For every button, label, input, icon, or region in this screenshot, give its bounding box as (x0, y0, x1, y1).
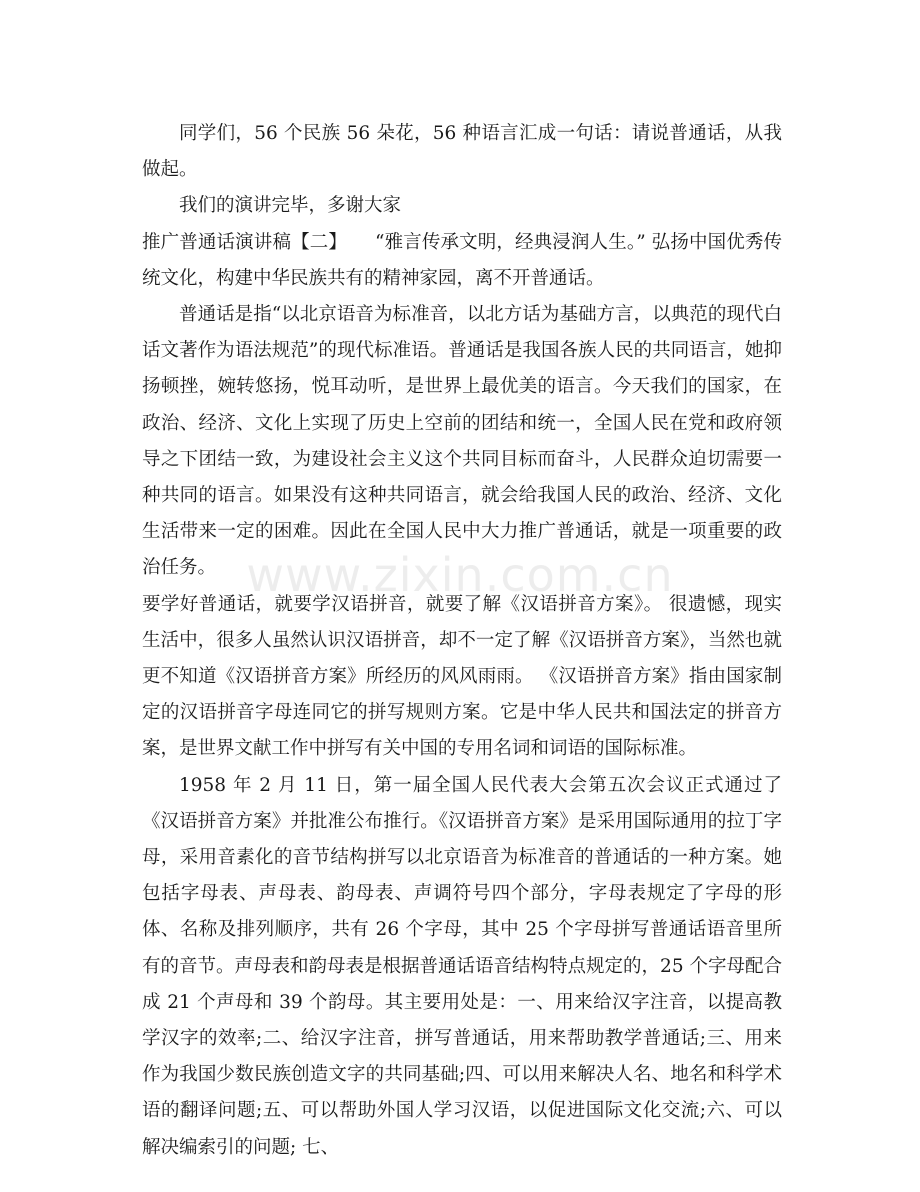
paragraph-3: 推广普通话演讲稿【二】 “雅言传承文明，经典浸润人生。” 弘扬中国优秀传统文化，构建中华民族共有的精神家园，离不开普通话。 (142, 231, 782, 289)
document-body (142, 116, 782, 1166)
paragraph-6: 1958 年 2 月 11 日，第一届全国人民代表大会第五次会议正式通过了《汉语拼音方案》并批准公布推行。《汉语拼音方案》是采用国际通用的拉丁字母，采用音素化的音节结构拼写以北京语音为标准音的普通话的一种方案。她包括字母表、声母表、韵母表、声调符号四个部分，字母表规定了字母的形体、名称及排列顺序，共有 26 个字母，其中 25 个字母拼写普通话语音里所有的音节。声母表和韵母表是根据普通话语音结构特点规定的，25 个字母配合成 21 个声母和 39 个韵母。其主要用处是：一、用来给汉字注音，以提高教学汉字的效率;二、给汉字注音，拼写普通话，用来帮助教学普通话;三、用来作为我国少数民族创造文字的共同基础;四、可以用来解决人名、地名和科学术语的翻译问题;五、可以帮助外国人学习汉语，以促进国际文化交流;六、可以解决编索引的问题; 七、 (142, 774, 782, 1158)
watermark: www.zixin.com.cn (246, 548, 674, 602)
paragraph-1: 同学们，56 个民族 56 朵花，56 种语言汇成一句话：请说普通话，从我做起。 (142, 123, 782, 181)
paragraph-2: 我们的演讲完毕，多谢大家 (179, 195, 402, 217)
paragraph-5: 要学好普通话，就要学汉语拼音，就要了解《汉语拼音方案》。 很遗憾，现实生活中，很多人虽然认识汉语拼音，却不一定了解《汉语拼音方案》，当然也就更不知道《汉语拼音方案》所经历的风风雨雨。 《汉语拼音方案》指由国家制定的汉语拼音字母连同它的拼写规则方案。它是中华人民共和国法定的拼音方案，是世界文献工作中拼写有关中国的专用名词和词语的国际标准。 (142, 593, 782, 760)
paragraph-4: 普通话是指“以北京语音为标准音，以北方话为基础方言，以典范的现代白话文著作为语法规范”的现代标准语。普通话是我国各族人民的共同语言，她抑扬顿挫，婉转悠扬，悦耳动听，是世界上最优美的语言。今天我们的国家，在政治、经济、文化上实现了历史上空前的团结和统一，全国人民在党和政府领导之下团结一致，为建设社会主义这个共同目标而奋斗，人民群众迫切需要一种共同的语言。如果没有这种共同语言，就会给我国人民的政治、经济、文化生活带来一定的困难。因此在全国人民中大力推广普通话，就是一项重要的政治任务。 (142, 304, 782, 579)
